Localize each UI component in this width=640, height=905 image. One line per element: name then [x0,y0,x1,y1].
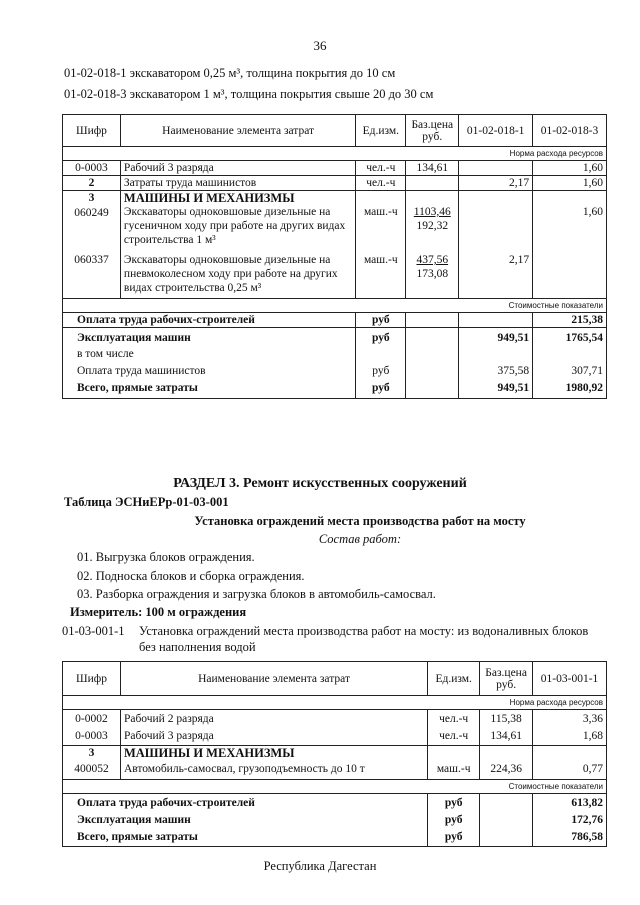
t2-header-name: Наименование элемента затрат [120,662,427,696]
resource-table-1 [62,114,607,399]
t1-header-price: Баз.цена руб. [406,115,459,147]
t1-header-code: Шифр [63,115,121,147]
t1-m1-price-top: 1103,46 [413,206,451,218]
table-row: Эксплуатация машин руб 949,51 1765,54 [63,328,607,346]
meter: Измеритель: 100 м ограждения [70,605,247,619]
spec-code: 01-03-001-1 [62,624,125,638]
resource-table-2 [62,661,607,847]
t2-norm-caption: Норма расхода ресурсов [63,696,607,710]
work-heading: Состав работ: [318,532,402,546]
t2-cost-caption: Стоимостные показатели [63,780,607,794]
t1-m1-price-bottom: 192,32 [416,220,449,232]
t1-header-unit: Ед.изм. [356,115,406,147]
table-row: 060337 Экскаваторы одноковшовые дизельные на пневмоколесном ходу при работе на других видах строительства 0,25 м³ маш.-ч 437,56 173,08 2,17 [63,247,607,299]
t2-header-code: Шифр [63,662,121,696]
section-heading: РАЗДЕЛ 3. Ремонт искусственных сооружений [173,476,467,491]
table-row: 3 МАШИНЫ И МЕХАНИЗМЫ [63,191,607,206]
footer: Республика Дагестан [263,859,377,873]
spec-line-1: Установка ограждений места производства работ на мосту: из водоналивных блоков [139,624,589,638]
t1-norm-caption: Норма расхода ресурсов [63,147,607,161]
t2-header-c1: 01-03-001-1 [533,662,607,696]
table-row: Оплата труда рабочих-строителей руб 215,38 [63,313,607,328]
t1-header-c2: 01-02-018-3 [533,115,607,147]
table-row: Оплата труда рабочих-строителей руб 613,82 [63,794,607,811]
table-row: 2 Затраты труда машинистов чел.-ч 2,17 1,60 [63,176,607,191]
table-row: 3 МАШИНЫ И МЕХАНИЗМЫ [63,746,607,761]
table-row: Всего, прямые затраты руб 949,51 1980,92 [63,378,607,399]
table-row: 0-0003 Рабочий 3 разряда чел.-ч 134,61 1,60 [63,161,607,176]
table-row: в том числе [63,345,607,361]
table-row: 0-0003 Рабочий 3 разряда чел.-ч 134,61 1,68 [63,726,607,746]
t2-header-price: Баз.цена руб. [480,662,533,696]
table-row: 0-0002 Рабочий 2 разряда чел.-ч 115,38 3,36 [63,710,607,727]
t1-header-name: Наименование элемента затрат [120,115,355,147]
intro-line-2: 01-02-018-3 экскаватором 1 м³, толщина покрытия свыше 20 до 30 см [64,87,434,101]
table-label: Таблица ЭСНиЕРр-01-03-001 [64,495,229,509]
t1-cost-caption: Стоимостные показатели [63,299,607,313]
t2-header-unit: Ед.изм. [428,662,480,696]
page-number: 36 [313,38,327,53]
t1-m2-price-top: 437,56 [416,254,449,266]
spec-line-2: без наполнения водой [139,640,256,654]
table-row: Оплата труда машинистов руб 375,58 307,71 [63,361,607,378]
work-item-1: 01. Выгрузка блоков ограждения. [77,550,255,564]
work-item-2: 02. Подноска блоков и сборка ограждения. [77,569,305,583]
intro-line-1: 01-02-018-1 экскаватором 0,25 м³, толщина покрытия до 10 см [64,66,396,80]
table-row: Эксплуатация машин руб 172,76 [63,810,607,827]
table-row: Всего, прямые затраты руб 786,58 [63,827,607,847]
table-row: 060249 Экскаваторы одноковшовые дизельные на гусеничном ходу при работе на других видах строительства 1 м³ маш.-ч 1103,46 192,32 1,60 [63,205,607,247]
work-item-3: 03. Разборка ограждения и загрузка блоков в автомобиль-самосвал. [77,587,436,601]
table-title: Установка ограждений места производства работ на мосту [194,514,526,528]
t1-header-c1: 01-02-018-1 [459,115,533,147]
t1-m2-price-bottom: 173,08 [416,268,449,280]
table-row: 400052 Автомобиль-самосвал, грузоподъемность до 10 т маш.-ч 224,36 0,77 [63,760,607,780]
